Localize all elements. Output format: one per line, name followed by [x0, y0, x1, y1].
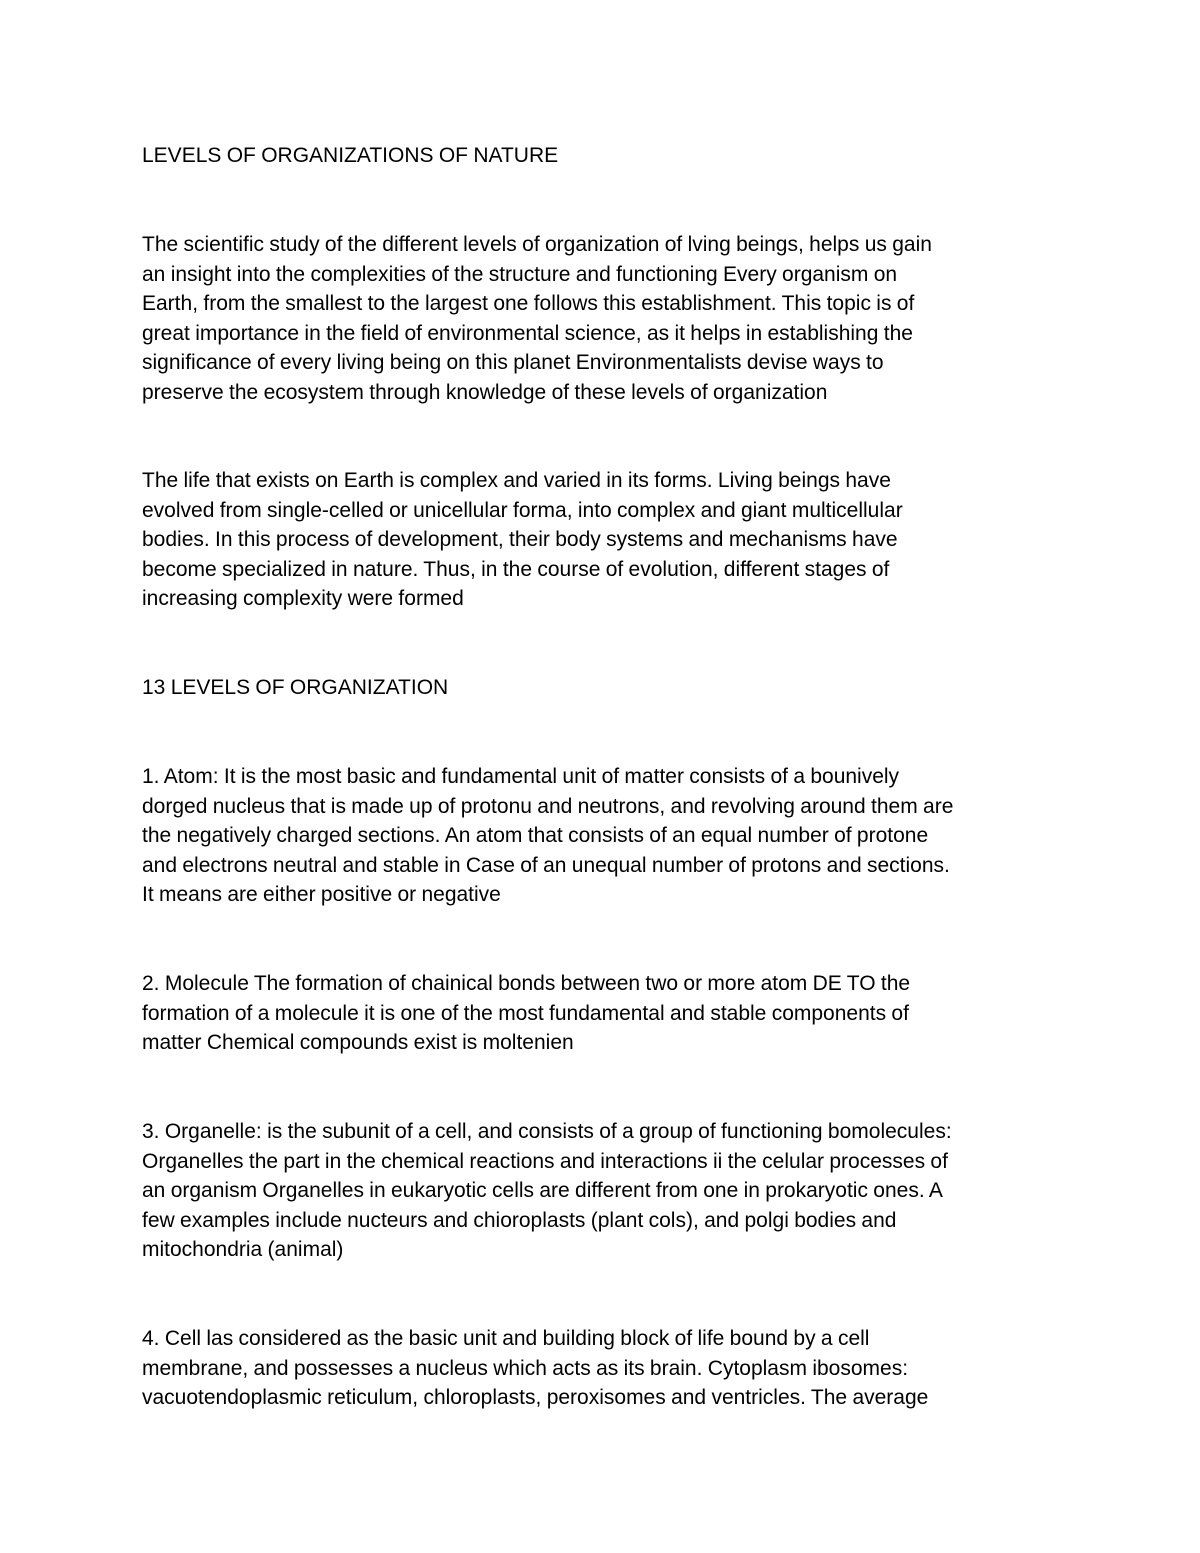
- level-item-atom: 1. Atom: It is the most basic and fundamental unit of matter consists of a bounively dorged nucleus that is made up of protonu and neutrons, and revolving around them are the negatively charged sections. An atom that consists of an equal number of protone and electrons neutral and stable in Case of an unequal number of protons and sections. It means are either positive or negative: [142, 765, 954, 907]
- level-item-organelle: 3. Organelle: is the subunit of a cell, and consists of a group of functioning bomolecules: Organelles the part in the chemical reactions and interactions ii the celular processes of an organism Organelles in eukaryotic cells are different from one in prokaryotic ones. A few examples include nucteurs and chioroplasts (plant cols), and polgi bodies and mitochondria (animal): [142, 1120, 952, 1262]
- level-item-cell: 4. Cell las considered as the basic unit and building block of life bound by a cell membrane, and possesses a nucleus which acts as its brain. Cytoplasm ibosomes: vacuotendoplasmic reticulum, chloroplasts, peroxisomes and ventricles. The average: [142, 1327, 929, 1410]
- intro-paragraph-2: The life that exists on Earth is complex and varied in its forms. Living beings have evolved from single-celled or unicellular forma, into complex and giant multicellular bodies. In this process of development, their body systems and mechanisms have become specialized in nature. Thus, in the course of evolution, different stages of increasing complexity were formed: [142, 469, 903, 611]
- intro-paragraph-1: The scientific study of the different levels of organization of lving beings, helps us gain an insight into the complexities of the structure and functioning Every organism on Earth, from the smallest to the largest one follows this establishment. This topic is of great importance in the field of environmental science, as it helps in establishing the significance of every living being on this planet Environmentalists devise ways to preserve the ecosystem through knowledge of these levels of organization: [142, 233, 932, 404]
- section-heading: 13 LEVELS OF ORGANIZATION: [142, 676, 449, 699]
- document-title: LEVELS OF ORGANIZATIONS OF NATURE: [142, 144, 559, 167]
- level-item-molecule: 2. Molecule The formation of chainical bonds between two or more atom DE TO the formation of a molecule it is one of the most fundamental and stable components of matter Chemical compounds exist is moltenien: [142, 972, 911, 1055]
